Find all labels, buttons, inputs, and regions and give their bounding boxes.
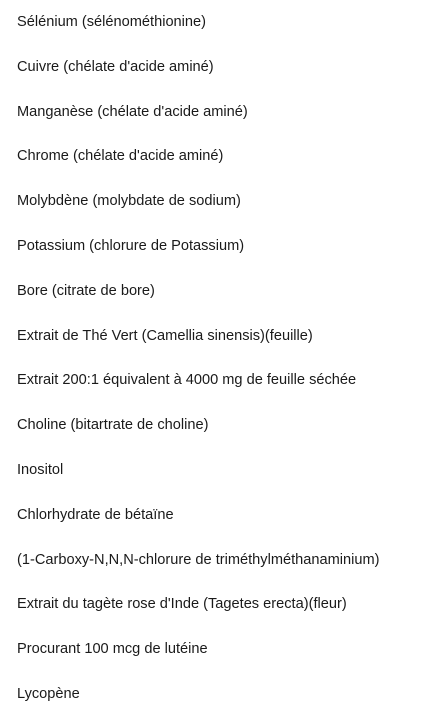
ingredient-item: Chrome (chélate d'acide aminé) [17, 148, 224, 165]
ingredient-item: Cuivre (chélate d'acide aminé) [17, 58, 214, 75]
ingredient-item: (1-Carboxy-N,N,N-chlorure de triméthylméthanaminium) [17, 551, 380, 568]
ingredient-item: Lycopène [17, 685, 80, 702]
ingredient-item: Bore (citrate de bore) [17, 282, 155, 299]
ingredient-list [17, 10, 439, 727]
ingredient-item: Inositol [17, 461, 64, 478]
ingredient-item: Chlorhydrate de bétaïne [17, 506, 174, 523]
ingredient-item: Sélénium (sélénométhionine) [17, 14, 207, 30]
ingredient-item: Extrait de Thé Vert (Camellia sinensis)(feuille) [17, 327, 313, 344]
ingredient-item: Procurant 100 mcg de lutéine [17, 641, 208, 658]
ingredient-item: Molybdène (molybdate de sodium) [17, 193, 241, 210]
ingredient-item: Extrait 200:1 équivalent à 4000 mg de feuille séchée [17, 372, 357, 389]
ingredient-item: Potassium (chlorure de Potassium) [17, 237, 245, 254]
ingredient-item: Extrait du tagète rose d'Inde (Tagetes erecta)(fleur) [17, 596, 347, 613]
ingredient-item: Choline (bitartrate de choline) [17, 417, 209, 434]
ingredient-item: Manganèse (chélate d'acide aminé) [17, 103, 248, 120]
